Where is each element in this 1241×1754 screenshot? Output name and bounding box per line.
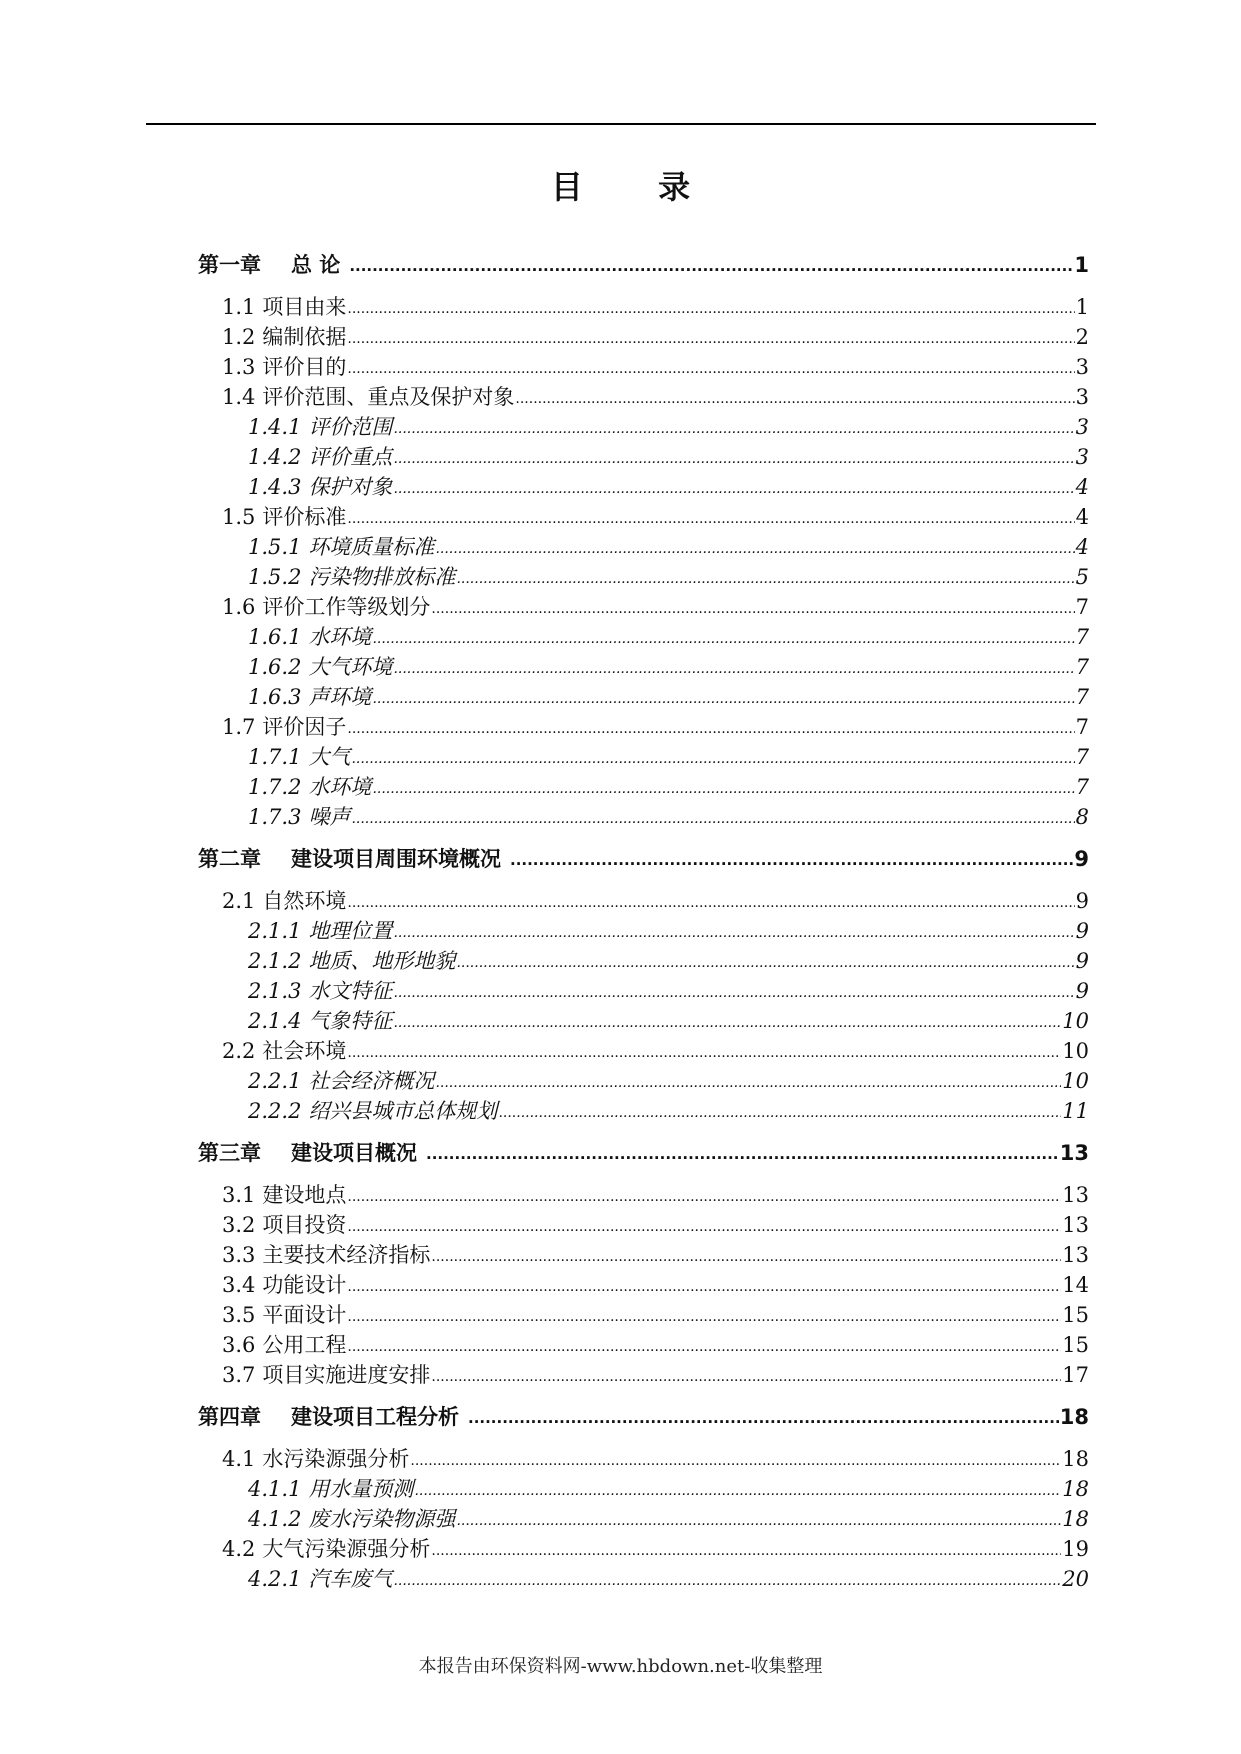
toc-dot-leader: [347, 1046, 1061, 1060]
toc-entry-subsection[interactable]: [248, 687, 1089, 708]
toc-entry-label: 环境质量标准: [308, 535, 435, 559]
toc-entry-label: 自然环境: [262, 889, 347, 913]
toc-entry-page: 18: [1062, 1477, 1089, 1501]
toc-entry-section[interactable]: [222, 891, 1089, 912]
toc-entry-page: 10: [1062, 1039, 1089, 1063]
toc-entry-page: 18: [1062, 1447, 1089, 1471]
toc-dot-leader: [393, 482, 1074, 496]
toc-entry-page: 15: [1062, 1333, 1089, 1357]
toc-dot-leader: [515, 392, 1074, 406]
toc-entry-number: 1.6.3: [248, 685, 302, 709]
toc-dot-leader: [435, 542, 1074, 556]
toc-entry-page: 4: [1075, 535, 1089, 559]
toc-entry-label: 大气环境: [308, 655, 393, 679]
toc-entry-number: 1.1: [222, 295, 256, 319]
toc-dot-leader: [431, 1544, 1061, 1558]
toc-dot-leader: [410, 1454, 1061, 1468]
toc-dot-leader: [456, 956, 1074, 970]
toc-entry-label: 废水污染物源强: [308, 1507, 456, 1531]
toc-entry-number: 4.2.1: [248, 1567, 302, 1591]
toc-dot-leader: [347, 1280, 1061, 1294]
toc-entry-label: 汽车废气: [308, 1567, 393, 1591]
toc-entry-subsection[interactable]: [248, 1479, 1089, 1500]
toc-entry-label: 主要技术经济指标: [262, 1243, 431, 1267]
toc-entry-page: 5: [1075, 565, 1089, 589]
toc-entry-label: 项目由来: [262, 295, 347, 319]
toc-entry-section[interactable]: [222, 327, 1089, 348]
page-footer: 本报告由环保资料网-www.hbdown.net-收集整理: [418, 1656, 823, 1677]
toc-entry-label: 评价目的: [262, 355, 347, 379]
toc-entry-page: 7: [1075, 655, 1089, 679]
toc-dot-leader: [431, 1250, 1061, 1264]
toc-entry-section[interactable]: [222, 1449, 1089, 1470]
toc-entry-page: 17: [1062, 1363, 1089, 1387]
toc-dot-leader: [431, 1370, 1061, 1384]
toc-dot-leader: [426, 1147, 1059, 1162]
toc-entry-label: 声环境: [308, 685, 372, 709]
toc-entry-number: 1.4.3: [248, 475, 302, 499]
toc-entry-subsection[interactable]: [248, 981, 1089, 1002]
toc-entry-number: 3.3: [222, 1243, 256, 1267]
toc-dot-leader: [347, 722, 1074, 736]
toc-entry-subsection[interactable]: [248, 567, 1089, 588]
toc-entry-subsection[interactable]: [248, 777, 1089, 798]
toc-entry-label: 建设地点: [262, 1183, 347, 1207]
toc-entry-section[interactable]: [222, 1539, 1089, 1560]
toc-entry-page: 14: [1062, 1273, 1089, 1297]
toc-entry-page: 7: [1075, 625, 1089, 649]
toc-dot-leader: [498, 1106, 1061, 1120]
toc-entry-section[interactable]: [222, 387, 1089, 408]
toc-entry-label: 水环境: [308, 625, 372, 649]
toc-dot-leader: [456, 1514, 1061, 1528]
toc-entry-number: 1.5: [222, 505, 256, 529]
toc-dot-leader: [347, 1190, 1061, 1204]
toc-entry-label: 大气污染源强分析: [262, 1537, 431, 1561]
toc-entry-section[interactable]: [222, 1245, 1089, 1266]
toc-entry-subsection[interactable]: [248, 1569, 1089, 1590]
toc-entry-number: 4.1.2: [248, 1507, 302, 1531]
toc-entry-label: 项目投资: [262, 1213, 347, 1237]
toc-entry-page: 1: [1074, 253, 1089, 277]
toc-entry-number: 2.1.3: [248, 979, 302, 1003]
toc-dot-leader: [468, 1411, 1059, 1426]
toc-entry-number: 3.4: [222, 1273, 256, 1297]
toc-entry-section[interactable]: [222, 507, 1089, 528]
toc-entry-label: 项目实施进度安排: [262, 1363, 431, 1387]
toc-entry-page: 20: [1062, 1567, 1089, 1591]
toc-entry-subsection[interactable]: [248, 417, 1089, 438]
toc-entry-number: 3.6: [222, 1333, 256, 1357]
toc-entry-number: 1.7.1: [248, 745, 302, 769]
toc-dot-leader: [347, 896, 1074, 910]
toc-entry-page: 4: [1075, 475, 1089, 499]
toc-entry-page: 10: [1062, 1009, 1089, 1033]
toc-dot-leader: [347, 1310, 1061, 1324]
toc-entry-section[interactable]: [222, 717, 1089, 738]
toc-entry-subsection[interactable]: [248, 627, 1089, 648]
toc-entry-number: 2.1: [222, 889, 256, 913]
toc-entry-number: 1.6.1: [248, 625, 302, 649]
toc-dot-leader: [393, 422, 1074, 436]
toc-entry-section[interactable]: [222, 1365, 1089, 1386]
toc-entry-page: 13: [1062, 1213, 1089, 1237]
toc-dot-leader: [349, 259, 1073, 274]
toc-entry-page: 13: [1062, 1243, 1089, 1267]
toc-entry-label: 评价范围、重点及保护对象: [262, 385, 515, 409]
toc-dot-leader: [372, 782, 1074, 796]
toc-entry-number: 1.7.2: [248, 775, 302, 799]
toc-entry-label: 建设项目工程分析: [291, 1405, 459, 1429]
toc-entry-label: 评价范围: [308, 415, 393, 439]
toc-entry-label: 平面设计: [262, 1303, 347, 1327]
toc-entry-label: 保护对象: [308, 475, 393, 499]
toc-entry-section[interactable]: [222, 597, 1089, 618]
toc-dot-leader: [347, 362, 1074, 376]
toc-dot-leader: [372, 692, 1074, 706]
toc-entry-label: 总 论: [291, 253, 341, 277]
toc-entry-page: 3: [1075, 385, 1089, 409]
toc-entry-number: 2.1.2: [248, 949, 302, 973]
toc-entry-number: 2.1.1: [248, 919, 302, 943]
toc-entry-section[interactable]: [222, 297, 1089, 318]
toc-entry-label: 评价重点: [308, 445, 393, 469]
toc-entry-subsection[interactable]: [248, 477, 1089, 498]
toc-entry-label: 编制依据: [262, 325, 347, 349]
toc-entry-chapter[interactable]: [198, 1143, 1089, 1164]
toc-dot-leader: [393, 1016, 1061, 1030]
toc-entry-label: 公用工程: [262, 1333, 347, 1357]
toc-entry-page: 3: [1075, 445, 1089, 469]
toc-entry-page: 10: [1062, 1069, 1089, 1093]
toc-entry-page: 9: [1075, 979, 1089, 1003]
toc-entry-subsection[interactable]: [248, 921, 1089, 942]
toc-entry-number: 1.4.2: [248, 445, 302, 469]
toc-entry-page: 18: [1059, 1405, 1089, 1429]
toc-entry-page: 8: [1075, 805, 1089, 829]
toc-dot-leader: [393, 986, 1074, 1000]
toc-entry-label: 气象特征: [308, 1009, 393, 1033]
toc-entry-label: 评价标准: [262, 505, 347, 529]
toc-entry-page: 7: [1075, 685, 1089, 709]
toc-entry-subsection[interactable]: [248, 807, 1089, 828]
toc-entry-number: 1.7.3: [248, 805, 302, 829]
toc-entry-label: 水污染源强分析: [262, 1447, 410, 1471]
toc-entry-subsection[interactable]: [248, 657, 1089, 678]
toc-entry-page: 13: [1062, 1183, 1089, 1207]
toc-dot-leader: [347, 302, 1074, 316]
toc-entry-subsection[interactable]: [248, 537, 1089, 558]
toc-entry-subsection[interactable]: [248, 1101, 1089, 1122]
toc-entry-chapter[interactable]: [198, 255, 1089, 276]
toc-entry-number: 1.2: [222, 325, 256, 349]
toc-entry-page: 1: [1075, 295, 1089, 319]
toc-entry-number: 3.5: [222, 1303, 256, 1327]
toc-entry-section[interactable]: [222, 1041, 1089, 1062]
toc-entry-label: 用水量预测: [308, 1477, 414, 1501]
toc-entry-label: 建设项目概况: [291, 1141, 417, 1165]
toc-entry-subsection[interactable]: [248, 1509, 1089, 1530]
toc-entry-page: 13: [1059, 1141, 1089, 1165]
toc-entry-chapter[interactable]: [198, 1407, 1089, 1428]
toc-entry-number: 3.1: [222, 1183, 256, 1207]
toc-dot-leader: [347, 512, 1074, 526]
toc-entry-number: 1.6.2: [248, 655, 302, 679]
toc-entry-label: 绍兴县城市总体规划: [308, 1099, 498, 1123]
toc-dot-leader: [393, 926, 1074, 940]
toc-entry-number: 1.4: [222, 385, 256, 409]
toc-entry-page: 2: [1075, 325, 1089, 349]
toc-entry-page: 9: [1075, 889, 1089, 913]
toc-entry-section[interactable]: [222, 1275, 1089, 1296]
toc-dot-leader: [393, 1574, 1061, 1588]
toc-entry-label: 建设项目周围环境概况: [291, 847, 501, 871]
toc-dot-leader: [372, 632, 1074, 646]
toc-entry-label: 地理位置: [308, 919, 393, 943]
toc-entry-number: 2.2.1: [248, 1069, 302, 1093]
toc-entry-label: 噪声: [308, 805, 351, 829]
toc-entry-page: 7: [1075, 745, 1089, 769]
toc-entry-section[interactable]: [222, 1305, 1089, 1326]
toc-entry-number: 3.2: [222, 1213, 256, 1237]
toc-entry-page: 11: [1062, 1099, 1089, 1123]
toc-entry-label: 大气: [308, 745, 351, 769]
toc-entry-number: 4.1.1: [248, 1477, 302, 1501]
toc-entry-subsection[interactable]: [248, 1071, 1089, 1092]
toc-dot-leader: [456, 572, 1074, 586]
toc-entry-page: 15: [1062, 1303, 1089, 1327]
toc-entry-number: 3.7: [222, 1363, 256, 1387]
toc-dot-leader: [431, 602, 1074, 616]
toc-entry-page: 9: [1075, 949, 1089, 973]
toc-entry-number: 1.4.1: [248, 415, 302, 439]
toc-entry-number: 2.2: [222, 1039, 256, 1063]
toc-entry-number: 1.5.1: [248, 535, 302, 559]
toc-entry-label: 评价工作等级划分: [262, 595, 431, 619]
toc-dot-leader: [351, 812, 1074, 826]
toc-entry-number: 1.5.2: [248, 565, 302, 589]
toc-entry-number: 4.1: [222, 1447, 256, 1471]
toc-entry-number: 第四章: [198, 1405, 261, 1429]
toc-entry-number: 2.1.4: [248, 1009, 302, 1033]
toc-entry-label: 污染物排放标准: [308, 565, 456, 589]
toc-dot-leader: [414, 1484, 1061, 1498]
toc-entry-chapter[interactable]: [198, 849, 1089, 870]
toc-entry-label: 水环境: [308, 775, 372, 799]
toc-entry-page: 9: [1074, 847, 1089, 871]
toc-entry-section[interactable]: [222, 357, 1089, 378]
toc-dot-leader: [347, 1340, 1061, 1354]
toc-entry-number: 4.2: [222, 1537, 256, 1561]
toc-entry-number: 1.7: [222, 715, 256, 739]
toc-entry-number: 第一章: [198, 253, 261, 277]
toc-entry-number: 1.3: [222, 355, 256, 379]
toc-entry-page: 4: [1075, 505, 1089, 529]
toc-entry-label: 社会经济概况: [308, 1069, 435, 1093]
toc-entry-number: 1.6: [222, 595, 256, 619]
toc-entry-subsection[interactable]: [248, 951, 1089, 972]
toc-entry-page: 3: [1075, 355, 1089, 379]
toc-entry-page: 7: [1075, 595, 1089, 619]
toc-entry-page: 3: [1075, 415, 1089, 439]
page-title: 目 录: [550, 168, 723, 206]
toc-entry-label: 社会环境: [262, 1039, 347, 1063]
toc-entry-section[interactable]: [222, 1185, 1089, 1206]
toc-dot-leader: [347, 1220, 1061, 1234]
toc-entry-number: 2.2.2: [248, 1099, 302, 1123]
toc-entry-subsection[interactable]: [248, 1011, 1089, 1032]
toc-entry-number: 第二章: [198, 847, 261, 871]
toc-entry-page: 9: [1075, 919, 1089, 943]
toc-dot-leader: [347, 332, 1074, 346]
toc-dot-leader: [435, 1076, 1061, 1090]
toc-entry-page: 7: [1075, 775, 1089, 799]
toc-entry-label: 地质、地形地貌: [308, 949, 456, 973]
toc-entry-label: 评价因子: [262, 715, 347, 739]
toc-entry-number: 第三章: [198, 1141, 261, 1165]
toc-dot-leader: [393, 662, 1074, 676]
toc-entry-page: 19: [1062, 1537, 1089, 1561]
toc-entry-label: 水文特征: [308, 979, 393, 1003]
toc-entry-label: 功能设计: [262, 1273, 347, 1297]
toc-dot-leader: [351, 752, 1074, 766]
toc-entry-subsection[interactable]: [248, 747, 1089, 768]
toc-entry-subsection[interactable]: [248, 447, 1089, 468]
toc-dot-leader: [510, 853, 1073, 868]
toc-entry-section[interactable]: [222, 1335, 1089, 1356]
toc-entry-page: 18: [1062, 1507, 1089, 1531]
toc-entry-page: 7: [1075, 715, 1089, 739]
toc-entry-section[interactable]: [222, 1215, 1089, 1236]
toc-dot-leader: [393, 452, 1074, 466]
